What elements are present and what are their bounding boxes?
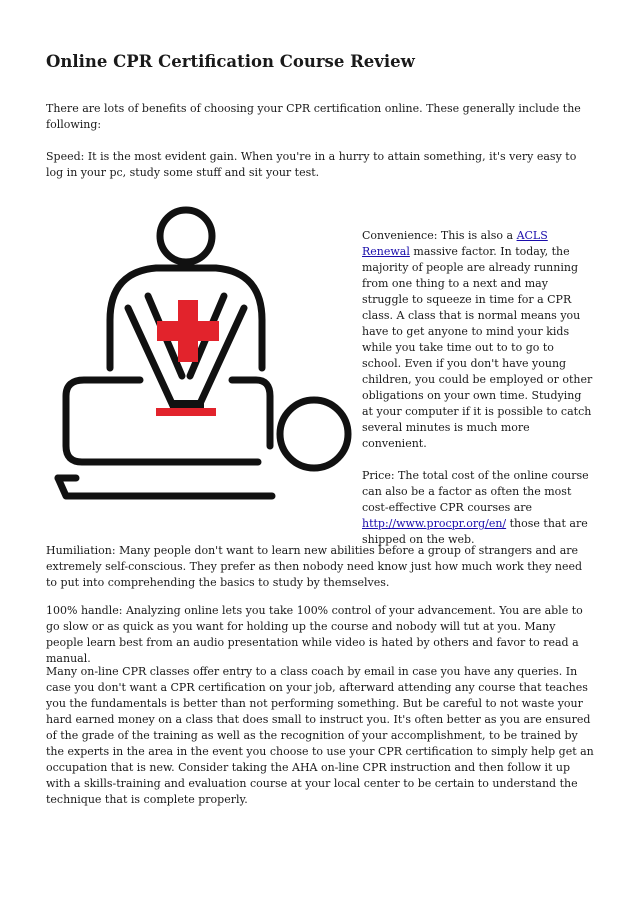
compression-bar <box>156 408 216 416</box>
price-text-start: Price: The total cost of the online course can also be a factor as often the most cost-effective CPR courses are <box>362 469 589 514</box>
cpr-illustration <box>48 200 352 520</box>
handle-paragraph: 100% handle: Analyzing online lets you take 100% control of your advancement. You are able to go slow or as quick as you want for holding up the course and nobody will tut at you. Many people learn best from an audio presentation while video is hated by others and favor to read a manual. <box>46 604 583 665</box>
intro-paragraph: There are lots of benefits of choosing your CPR certification online. These generally include the following: <box>46 102 581 131</box>
cpr-icon <box>48 200 352 520</box>
convenience-text-end: massive factor. In today, the majority of people are already running from one thing to a next and may struggle to squeeze in time for a CPR class. A class that is normal means you have to get anyone to mind your kids while you take time out to to go to school. Even if you don't have young children, you could be employed or other obligations on your own time. Studying at your computer if it is possible to catch several minutes is much more convenient. <box>362 245 593 450</box>
acls-renewal-link[interactable]: ACLS Renewal <box>362 229 548 258</box>
price-paragraph <box>362 468 594 548</box>
classes-paragraph: Many on-line CPR classes offer entry to a class coach by email in case you have any queries. In case you don't want a CPR certification on your job, afterward attending any course that teaches you the fundamentals is better than not performing something. But be careful to not waste your hard earned money on a class that does small to instruct you. It's often better as you are ensured of the grade of the training as well as the recognition of your accomplishment, to be trained by the experts in the area in the event you choose to use your CPR certification to simply help get an occupation that is new. Consider taking the AHA on-line CPR instruction and then follow it up with a skills-training and evaluation course at your local center to be certain to understand the technique that is complete properly. <box>46 665 594 806</box>
convenience-paragraph <box>362 228 594 452</box>
price-text-end: those that are shipped on the web. <box>362 517 588 546</box>
red-cross-icon <box>157 300 219 362</box>
convenience-text-start: Convenience: This is also a <box>362 229 517 242</box>
speed-paragraph: Speed: It is the most evident gain. When you're in a hurry to attain something, it's very easy to log in your pc, study some stuff and sit your test. <box>46 150 577 179</box>
procpr-link[interactable]: http://www.procpr.org/en/ <box>362 517 507 530</box>
side-column <box>362 228 594 548</box>
page-title: Online CPR Certification Course Review <box>46 52 415 71</box>
humiliation-paragraph: Humiliation: Many people don't want to learn new abilities before a group of strangers and are extremely self-conscious. They prefer as then nobody need know just how much work they need to put into comprehending the basics to study by themselves. <box>46 544 583 589</box>
